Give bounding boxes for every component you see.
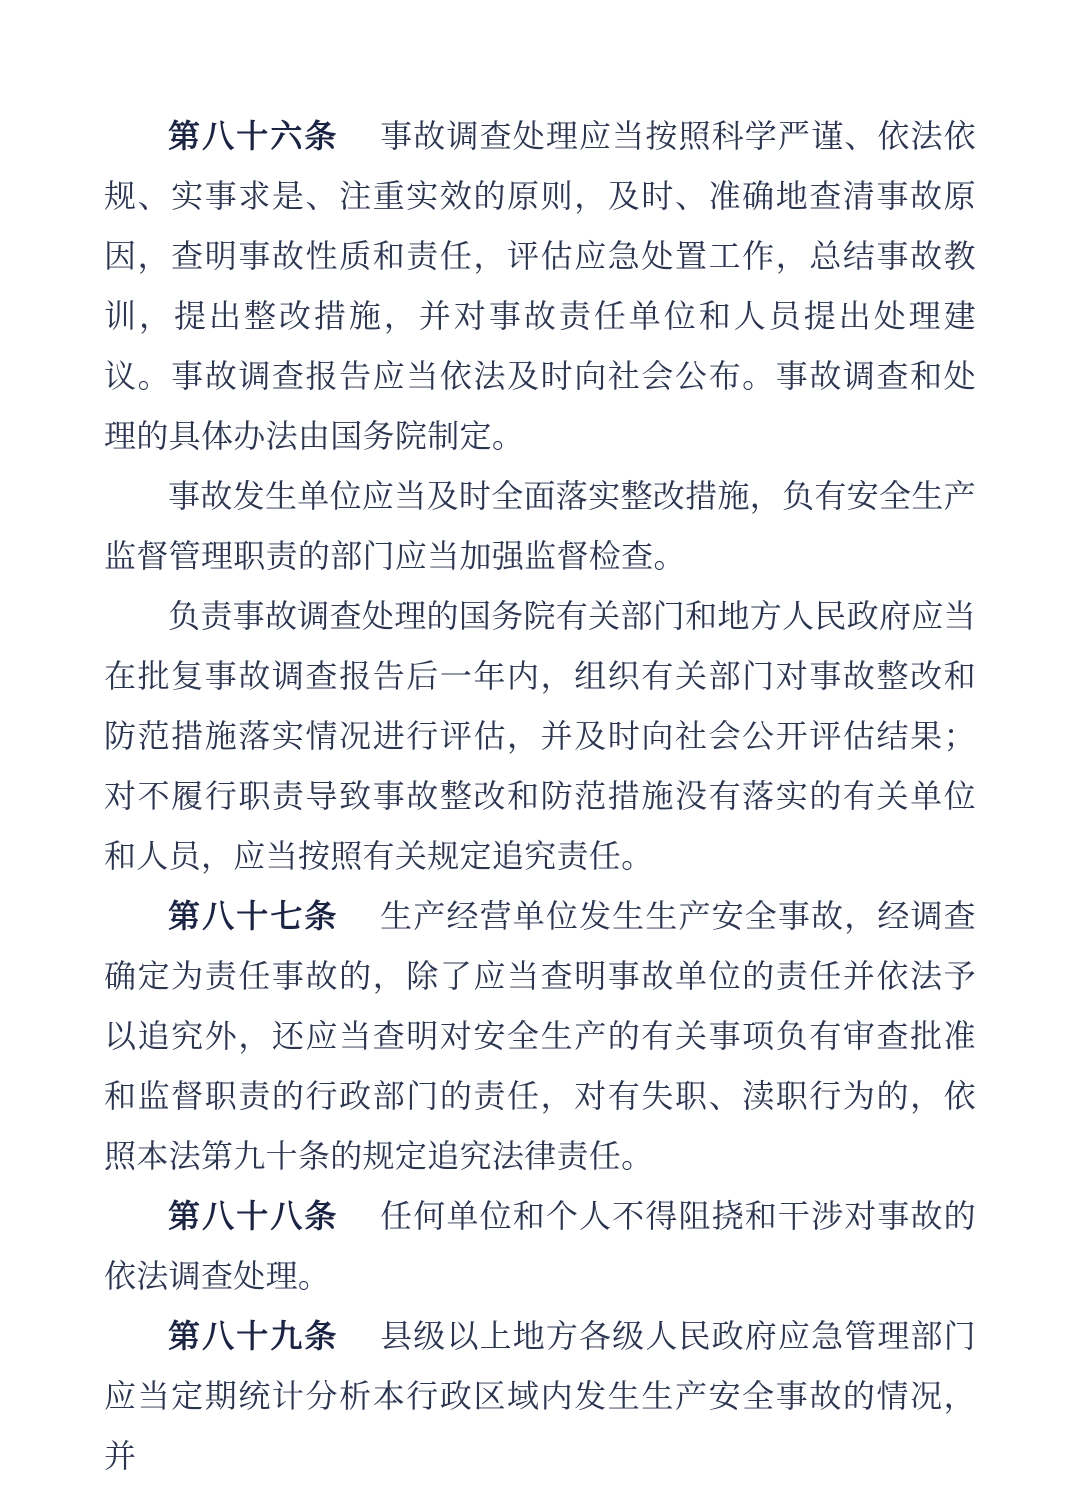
law-paragraph [104,106,976,466]
article-number: 第八十六条 [168,118,339,154]
paragraph-text: 县级以上地方各级人民政府应急管理部门应当定期统计分析本行政区域内发生生产安全事故的情况，并 [104,1318,976,1474]
paragraph-text: 事故发生单位应当及时全面落实整改措施，负有安全生产监督管理职责的部门应当加强监督检查。 [104,478,977,574]
law-paragraph [104,1306,976,1486]
law-text-block [104,106,976,1486]
article-number: 第八十七条 [168,898,339,934]
law-paragraph [104,886,976,1186]
law-paragraph [104,1186,976,1306]
article-number: 第八十八条 [168,1198,339,1234]
law-paragraph [104,586,976,886]
article-number: 第八十九条 [168,1318,339,1354]
paragraph-text: 任何单位和个人不得阻挠和干涉对事故的依法调查处理。 [104,1198,976,1294]
paragraph-text: 事故调查处理应当按照科学严谨、依法依规、实事求是、注重实效的原则，及时、准确地查清事故原因，查明事故性质和责任，评估应急处置工作，总结事故教训，提出整改措施，并对事故责任单位和人员提出处理建议。事故调查报告应当依法及时向社会公布。事故调查和处理的具体办法由国务院制定。 [104,118,976,454]
paragraph-text: 负责事故调查处理的国务院有关部门和地方人民政府应当在批复事故调查报告后一年内，组织有关部门对事故整改和防范措施落实情况进行评估，并及时向社会公开评估结果；对不履行职责导致事故整改和防范措施没有落实的有关单位和人员，应当按照有关规定追究责任。 [104,598,977,874]
paragraph-text: 生产经营单位发生生产安全事故，经调查确定为责任事故的，除了应当查明事故单位的责任并依法予以追究外，还应当查明对安全生产的有关事项负有审查批准和监督职责的行政部门的责任，对有失职、渎职行为的，依照本法第九十条的规定追究法律责任。 [104,898,976,1174]
law-paragraph [104,466,976,586]
